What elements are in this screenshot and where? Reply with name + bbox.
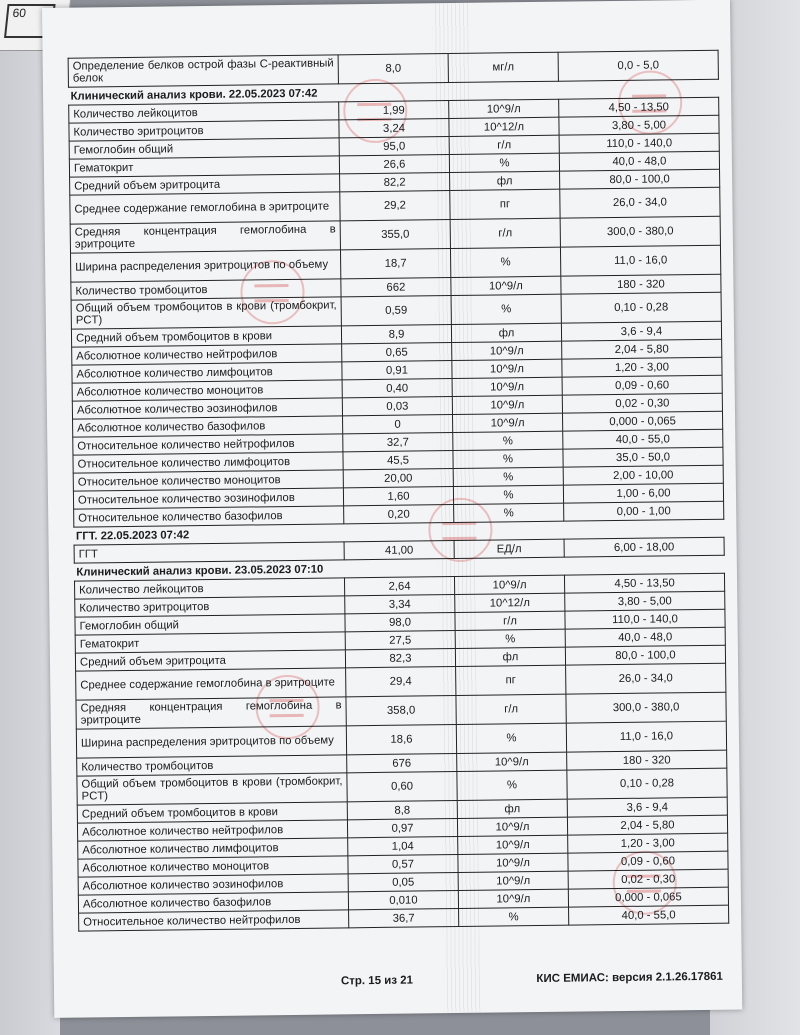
test-unit: 10^9/л	[452, 341, 562, 360]
test-value: 1,60	[343, 487, 453, 506]
test-name: Общий объем тромбоцитов в крови (тромбокрит, PCT)	[71, 297, 341, 329]
test-name: Средняя концентрация гемоглобина в эритроците	[70, 221, 340, 253]
test-value: 8,8	[347, 800, 457, 819]
test-unit: 10^12/л	[455, 593, 565, 612]
test-value: 0,59	[341, 296, 451, 326]
test-unit: %	[453, 485, 563, 504]
reference-range: 0,00 - 1,00	[564, 501, 724, 521]
test-value: 27,5	[345, 630, 455, 649]
reference-range: 0,0 - 5,0	[558, 50, 718, 81]
test-unit: %	[450, 247, 560, 277]
test-unit: %	[459, 907, 569, 926]
test-value: 0,20	[344, 505, 454, 524]
section-title: ГГТ. 22.05.2023 07:42	[75, 528, 190, 543]
test-unit: г/л	[450, 218, 560, 248]
reference-range: 40,0 - 48,0	[565, 627, 725, 647]
test-name: Абсолютное количество моноцитов	[78, 856, 348, 877]
reference-range: 4,50 - 13,50	[564, 573, 724, 593]
reference-range: 35,0 - 50,0	[563, 447, 723, 467]
test-unit: %	[456, 723, 566, 753]
test-value: 32,7	[343, 433, 453, 452]
test-name: Относительное количество лимфоцитов	[73, 452, 343, 473]
test-value: 0,60	[347, 771, 457, 801]
test-unit: %	[457, 770, 567, 800]
test-unit: %	[451, 294, 561, 324]
reference-range: 0,000 - 0,065	[568, 887, 728, 907]
test-name: Средняя концентрация гемоглобина в эритроците	[76, 697, 346, 729]
reference-range: 26,0 - 34,0	[566, 663, 726, 694]
test-value: 82,3	[345, 648, 455, 667]
test-value: 1,04	[348, 836, 458, 855]
test-value: 0,40	[342, 379, 452, 398]
lab-results-table	[68, 50, 730, 932]
test-value: 36,7	[349, 908, 459, 927]
reference-range: 0,09 - 0,60	[568, 851, 728, 871]
test-name: Количество тромбоцитов	[71, 279, 341, 300]
test-unit: ЕД/л	[454, 539, 564, 558]
test-name: Абсолютное количество моноцитов	[72, 380, 342, 401]
test-value: 98,0	[345, 613, 455, 632]
test-value: 0,05	[348, 872, 458, 891]
test-value: 0,03	[342, 397, 452, 416]
test-unit: %	[454, 503, 564, 522]
test-value: 0,57	[348, 854, 458, 873]
reference-range: 110,0 - 140,0	[565, 609, 725, 629]
section-title: Клинический анализ крови. 22.05.2023 07:42	[70, 87, 318, 103]
test-value: 3,34	[345, 595, 455, 614]
reference-range: 26,0 - 34,0	[560, 187, 720, 218]
test-value: 0,010	[348, 890, 458, 909]
test-unit: 10^9/л	[452, 413, 562, 432]
test-name: Абсолютное количество эозинофилов	[78, 874, 348, 895]
test-unit: %	[453, 467, 563, 486]
test-value: 18,7	[340, 249, 450, 279]
test-name: Гематокрит	[69, 156, 339, 177]
test-name: Абсолютное количество лимфоцитов	[72, 362, 342, 383]
test-name: Среднее содержание гемоглобина в эритроците	[76, 668, 346, 700]
reference-range: 3,80 - 5,00	[559, 115, 719, 135]
reference-range: 3,6 - 9,4	[561, 321, 721, 341]
test-name: Средний объем тромбоцитов в крови	[77, 802, 347, 823]
reference-range: 11,0 - 16,0	[566, 721, 726, 752]
test-name: Абсолютное количество базофилов	[73, 416, 343, 437]
test-name: Относительное количество эозинофилов	[73, 488, 343, 509]
page-number: Стр. 15 из 21	[340, 974, 414, 988]
test-unit: пг	[456, 665, 566, 695]
test-value: 0,91	[342, 361, 452, 380]
test-name: Абсолютное количество нейтрофилов	[77, 820, 347, 841]
test-unit: 10^9/л	[458, 853, 568, 872]
test-unit: 10^9/л	[454, 575, 564, 594]
test-name: Гемоглобин общий	[75, 614, 345, 635]
system-version: КИС ЕМИАС: версия 2.1.26.17861	[536, 970, 723, 986]
test-name: Гематокрит	[75, 632, 345, 653]
reference-range: 2,00 - 10,00	[563, 465, 723, 485]
reference-range: 40,0 - 55,0	[569, 905, 729, 925]
reference-range: 0,000 - 0,065	[562, 411, 722, 431]
reference-range: 1,20 - 3,00	[568, 833, 728, 853]
test-unit: 10^12/л	[449, 117, 559, 136]
test-unit: г/л	[449, 135, 559, 154]
reference-range: 2,04 - 5,80	[567, 815, 727, 835]
test-unit: 10^9/л	[452, 395, 562, 414]
reference-range: 0,10 - 0,28	[561, 292, 721, 323]
reference-range: 3,80 - 5,00	[565, 591, 725, 611]
test-value: 2,64	[344, 577, 454, 596]
test-name: Гемоглобин общий	[69, 138, 339, 159]
test-name: Общий объем тромбоцитов в крови (тромбокрит, PCT)	[77, 773, 347, 805]
test-value: 20,00	[343, 469, 453, 488]
previous-page-number: 60	[4, 4, 56, 38]
test-value: 3,24	[339, 119, 449, 138]
reference-range: 1,20 - 3,00	[562, 357, 722, 377]
test-unit: %	[453, 431, 563, 450]
test-value: 8,0	[338, 54, 448, 84]
test-unit: %	[453, 449, 563, 468]
test-value: 29,2	[340, 191, 450, 221]
test-value: 1,99	[339, 101, 449, 120]
reference-range: 300,0 - 380,0	[560, 216, 720, 247]
test-name: Средний объем эритроцита	[75, 650, 345, 671]
reference-range: 80,0 - 100,0	[560, 169, 720, 189]
document-page	[42, 0, 742, 1018]
reference-range: 0,10 - 0,28	[567, 768, 727, 799]
test-value: 26,6	[339, 155, 449, 174]
test-value: 355,0	[340, 220, 450, 250]
reference-range: 6,00 - 18,00	[564, 537, 724, 557]
test-value: 8,9	[341, 325, 451, 344]
test-name: Абсолютное количество базофилов	[78, 892, 348, 913]
reference-range: 0,02 - 0,30	[568, 869, 728, 889]
test-unit: 10^9/л	[452, 377, 562, 396]
test-unit: 10^9/л	[451, 276, 561, 295]
test-unit: 10^9/л	[458, 889, 568, 908]
test-value: 358,0	[346, 695, 456, 725]
test-value: 0,97	[347, 818, 457, 837]
test-name: Количество лейкоцитов	[69, 102, 339, 123]
test-name: Относительное количество нейтрофилов	[73, 434, 343, 455]
test-name: Относительное количество моноцитов	[73, 470, 343, 491]
test-unit: %	[449, 153, 559, 172]
test-name: Среднее содержание гемоглобина в эритроците	[70, 192, 340, 224]
test-unit: 10^9/л	[458, 835, 568, 854]
test-name: Определение белков острой фазы С-реактивный белок	[68, 55, 338, 87]
reference-range: 0,02 - 0,30	[562, 393, 722, 413]
test-unit: фл	[457, 799, 567, 818]
reference-range: 110,0 - 140,0	[559, 133, 719, 153]
test-unit: 10^9/л	[452, 359, 562, 378]
test-unit: 10^9/л	[457, 817, 567, 836]
test-value: 676	[347, 753, 457, 772]
test-value: 41,00	[344, 541, 454, 560]
test-name: Абсолютное количество эозинофилов	[72, 398, 342, 419]
test-unit: г/л	[456, 694, 566, 724]
test-unit: мг/л	[448, 52, 558, 82]
reference-range: 40,0 - 55,0	[563, 429, 723, 449]
reference-range: 1,00 - 6,00	[563, 483, 723, 503]
test-unit: 10^9/л	[458, 871, 568, 890]
test-name: Количество лейкоцитов	[75, 578, 345, 599]
test-value: 82,2	[340, 173, 450, 192]
reference-range: 300,0 - 380,0	[566, 692, 726, 723]
test-name: Средний объем тромбоцитов в крови	[71, 326, 341, 347]
test-unit: 10^9/л	[457, 752, 567, 771]
results-content	[68, 50, 729, 932]
test-unit: фл	[451, 323, 561, 342]
test-name: Относительное количество базофилов	[74, 506, 344, 527]
test-value: 18,6	[346, 724, 456, 754]
section-title: Клинический анализ крови. 23.05.2023 07:10	[76, 563, 324, 579]
reference-range: 11,0 - 16,0	[560, 245, 720, 276]
test-value: 29,4	[346, 666, 456, 696]
test-value: 0,65	[342, 343, 452, 362]
reference-range: 4,50 - 13,50	[559, 97, 719, 117]
test-name: Количество тромбоцитов	[77, 755, 347, 776]
test-value: 0	[343, 415, 453, 434]
reference-range: 180 - 320	[561, 274, 721, 294]
test-name: ГГТ	[74, 542, 344, 563]
test-unit: фл	[455, 647, 565, 666]
test-name: Ширина распределения эритроцитов по объему	[76, 726, 346, 758]
test-name: Относительное количество нейтрофилов	[79, 910, 349, 931]
test-name: Абсолютное количество лимфоцитов	[78, 838, 348, 859]
test-name: Абсолютное количество нейтрофилов	[72, 344, 342, 365]
test-name: Ширина распределения эритроцитов по объему	[70, 250, 340, 282]
test-unit: г/л	[455, 611, 565, 630]
reference-range: 40,0 - 48,0	[559, 151, 719, 171]
test-value: 662	[341, 278, 451, 297]
test-name: Средний объем эритроцита	[70, 174, 340, 195]
test-value: 45,5	[343, 451, 453, 470]
test-name: Количество эритроцитов	[69, 120, 339, 141]
test-unit: пг	[450, 189, 560, 219]
test-unit: фл	[450, 171, 560, 190]
reference-range: 80,0 - 100,0	[565, 645, 725, 665]
page-footer	[79, 968, 729, 996]
test-value: 95,0	[339, 137, 449, 156]
reference-range: 2,04 - 5,80	[562, 339, 722, 359]
test-name: Количество эритроцитов	[75, 596, 345, 617]
reference-range: 0,09 - 0,60	[562, 375, 722, 395]
test-unit: %	[455, 629, 565, 648]
test-unit: 10^9/л	[449, 99, 559, 118]
reference-range: 3,6 - 9,4	[567, 797, 727, 817]
reference-range: 180 - 320	[567, 750, 727, 770]
